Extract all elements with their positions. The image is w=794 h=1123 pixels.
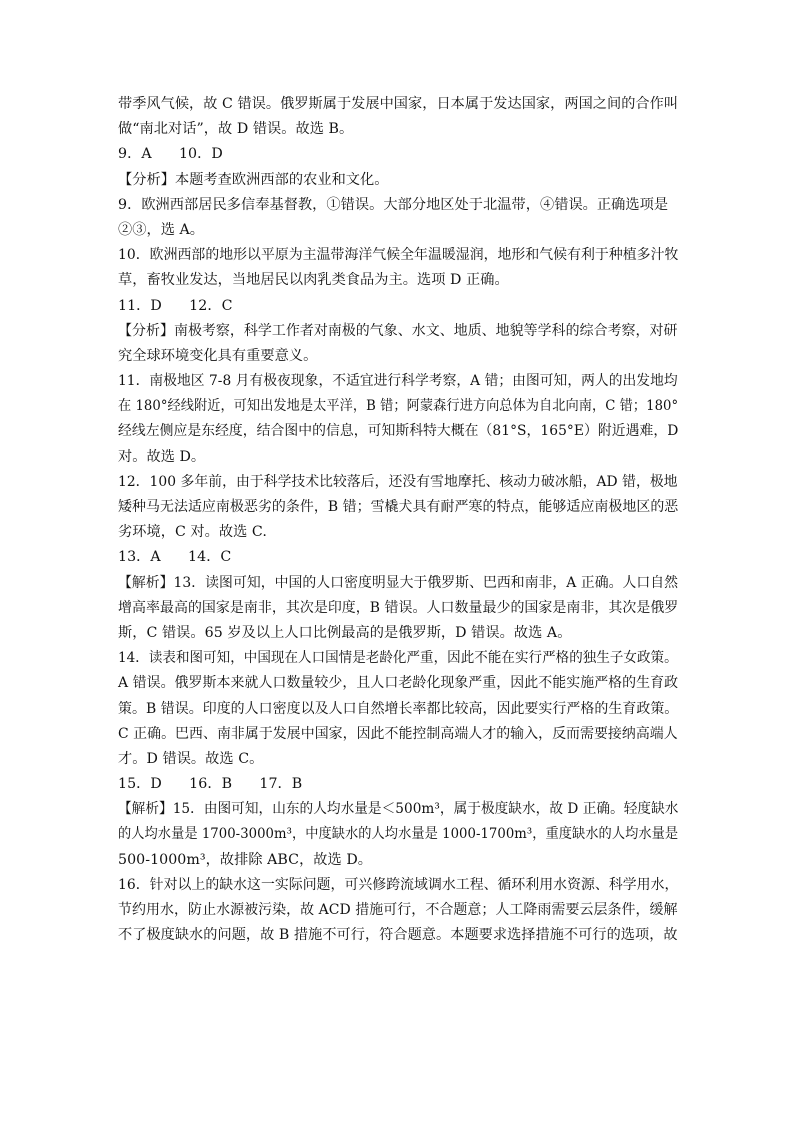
answer-key-line: 15．D 16．B 17．B <box>118 776 303 793</box>
text-line: 做“南北对话”，故 D 错误。故选 B。 <box>118 121 354 138</box>
text-line: C 正确。巴西、南非属于发展中国家，因此不能控制高端人才的输入，反而需要接纳高端人 <box>118 725 678 742</box>
text-line: 11．南极地区 7-8 月有极夜现象，不适宜进行科学考察，A 错；由图可知，两人的出发地均 <box>118 373 678 390</box>
text-line: 究全球环境变化具有重要意义。 <box>118 347 318 364</box>
text-line: 不了极度缺水的问题，故 B 措施不可行，符合题意。本题要求选择措施不可行的选项，故 <box>118 927 678 944</box>
text-line: A 错误。俄罗斯本来就人口数量较少，且人口老龄化现象严重，因此不能实施严格的生育政 <box>118 675 679 692</box>
text-line: 16．针对以上的缺水这一实际问题，可兴修跨流域调水工程、循环利用水资源、科学用水， <box>118 876 679 893</box>
text-line: ②③，选 A。 <box>118 221 205 238</box>
text-line: 对。故选 D。 <box>118 448 206 465</box>
answer-key-line: 11．D 12．C <box>118 297 233 314</box>
text-line: 的人均水量是 1700-3000m³，中度缺水的人均水量是 1000-1700m³，重度缺水的人均水量是 <box>118 826 679 843</box>
text-line: 10．欧洲西部的地形以平原为主温带海洋气候全年温暖湿润，地形和气候有利于种植多汁牧 <box>118 247 679 264</box>
explanation-heading-line: 【解析】13．读图可知，中国的人口密度明显大于俄罗斯、巴西和南非，A 正确。人口自然 <box>118 574 679 591</box>
text-line: 500-1000m³，故排除 ABC，故选 D。 <box>118 851 373 868</box>
text-line: 斯，C 错误。65 岁及以上人口比例最高的是俄罗斯，D 错误。故选 A。 <box>118 624 572 641</box>
text-line: 劣环境，C 对。故选 C. <box>118 524 267 541</box>
answer-key-line: 13．A 14．C <box>118 549 232 566</box>
text-line: 草，畜牧业发达，当地居民以肉乳类食品为主。选项 D 正确。 <box>118 272 509 289</box>
analysis-heading-line: 【分析】南极考察，科学工作者对南极的气象、水文、地质、地貌等学科的综合考察，对研 <box>118 322 678 339</box>
text-line: 矮种马无法适应南极恶劣的条件，B 错；雪橇犬具有耐严寒的特点，能够适应南极地区的恶 <box>118 499 679 515</box>
text-line: 14．读表和图可知，中国现在人口国情是老龄化严重，因此不能在实行严格的独生子女政策。 <box>118 650 678 667</box>
answer-key-line: 9．A 10．D <box>118 146 223 163</box>
text-line: 节约用水，防止水源被污染，故 ACD 措施可行，不合题意；人工降雨需要云层条件，缓解 <box>118 902 678 918</box>
text-line: 才。D 错误。故选 C。 <box>118 750 264 767</box>
text-line: 带季风气候，故 C 错误。俄罗斯属于发展中国家，日本属于发达国家，两国之间的合作叫 <box>118 96 679 112</box>
analysis-heading-line: 【分析】本题考查欧洲西部的农业和文化。 <box>118 171 389 188</box>
answer-text-body <box>118 92 678 948</box>
text-line: 策。B 错误。印度的人口密度以及人口自然增长率都比较高，因此要实行严格的生育政策。 <box>118 700 679 717</box>
text-line: 9．欧洲西部居民多信奉基督教，①错误。大部分地区处于北温带，④错误。正确选项是 <box>118 196 669 213</box>
text-line: 增高率最高的国家是南非，其次是印度，B 错误。人口数量最少的国家是南非，其次是俄罗 <box>118 599 679 616</box>
text-line: 在 180°经线附近，可知出发地是太平洋，B 错；阿蒙森行进方向总体为自北向南，C 错；180° <box>118 398 679 415</box>
text-line: 经线左侧应是东经度，结合图中的信息，可知斯科特大概在（81°S，165°E）附近遇难，D <box>118 423 679 440</box>
explanation-heading-line: 【解析】15．由图可知，山东的人均水量是＜500m³，属于极度缺水，故 D 正确。轻度缺水 <box>118 801 679 818</box>
text-line: 12．100 多年前，由于科学技术比较落后，还没有雪地摩托、核动力破冰船，AD 错，极地 <box>118 473 678 490</box>
